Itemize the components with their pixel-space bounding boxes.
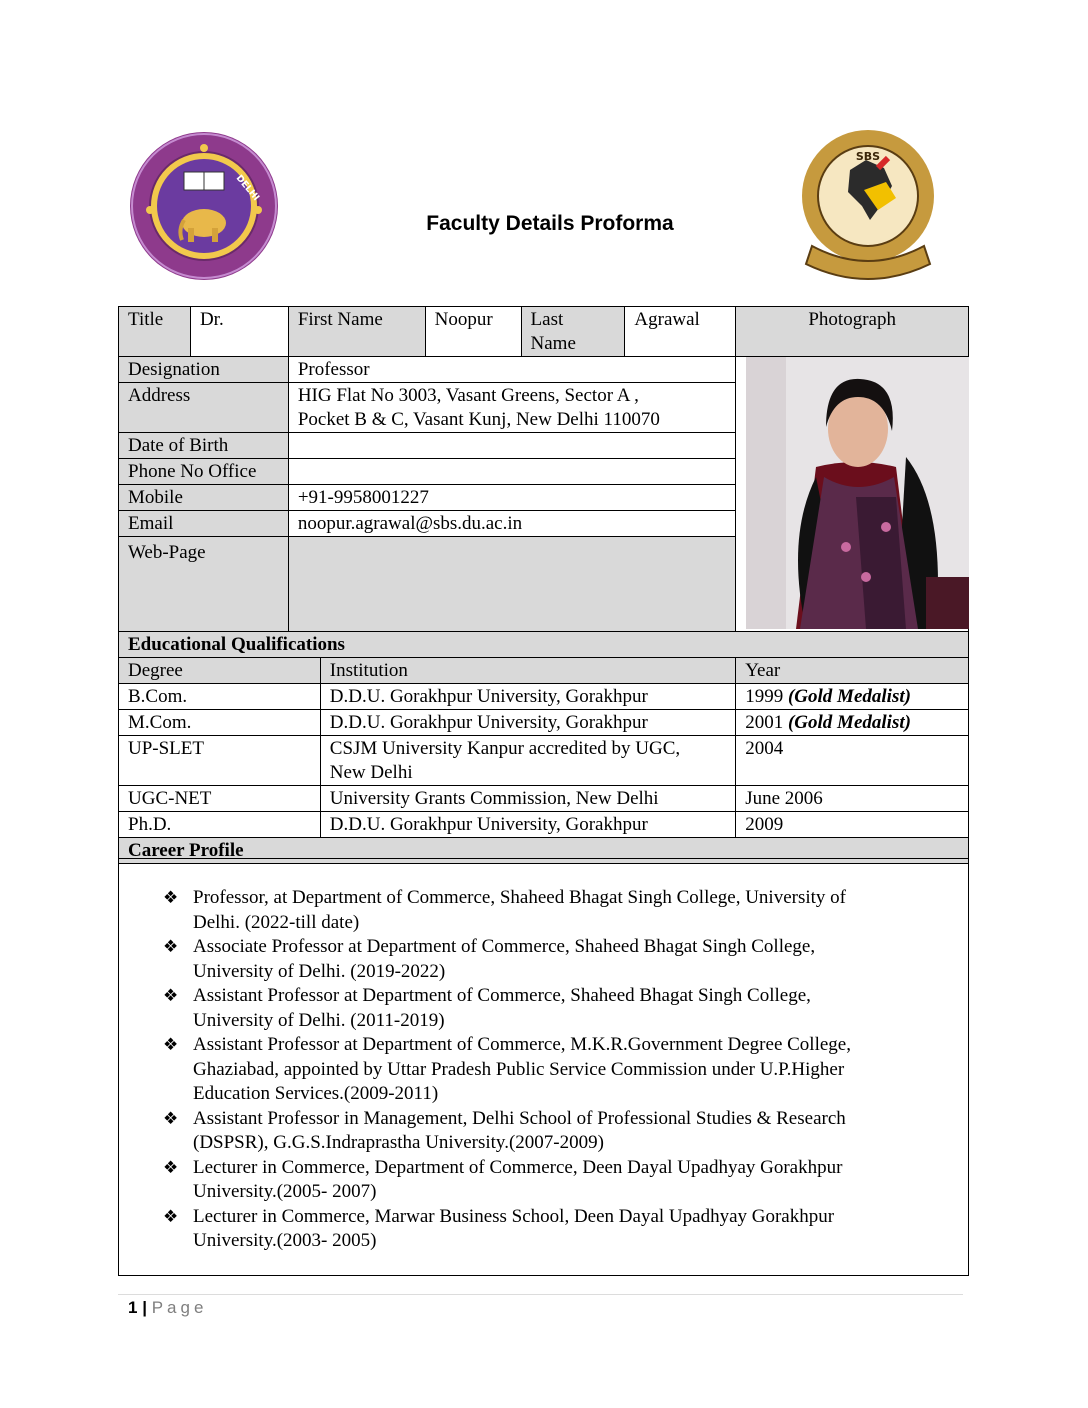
phone-office-value — [288, 459, 736, 485]
year-cell: 1999 (Gold Medalist) — [736, 684, 969, 710]
diamond-bullet-icon: ❖ — [163, 1108, 179, 1128]
footer-divider — [118, 1294, 963, 1295]
institution-cell: University Grants Commission, New Delhi — [320, 786, 735, 812]
institution-cell: D.D.U. Gorakhpur University, Gorakhpur — [320, 710, 735, 736]
year-cell: 2009 — [736, 812, 969, 838]
diamond-bullet-icon: ❖ — [163, 888, 179, 907]
first-name-value: Noopur — [425, 307, 521, 357]
page-footer — [128, 1298, 207, 1318]
personal-details-table — [118, 306, 969, 632]
title-label: Title — [119, 307, 191, 357]
education-section-title: Educational Qualifications — [119, 632, 969, 658]
designation-label: Designation — [119, 357, 289, 383]
institution-cell: CSJM University Kanpur accredited by UGC, New Delhi — [320, 736, 735, 786]
university-of-delhi-logo — [128, 130, 280, 282]
diamond-bullet-icon: ❖ — [163, 986, 179, 1005]
list-item: ❖ Professor, at Department of Commerce, Shaheed Bhagat Singh College, University of Delhi. (2022-till date) — [163, 887, 847, 933]
diamond-bullet-icon: ❖ — [163, 1206, 179, 1226]
page-label: Page — [151, 1298, 208, 1317]
photograph-cell — [736, 357, 969, 632]
list-item: ❖ Assistant Professor at Department of Commerce, Shaheed Bhagat Singh College, University of Delhi. (2011-2019) — [163, 985, 811, 1031]
title-value: Dr. — [190, 307, 288, 357]
designation-value: Professor — [288, 357, 736, 383]
svg-text:SBS: SBS — [855, 150, 881, 163]
sbs-college-logo — [798, 128, 938, 283]
diamond-bullet-icon: ❖ — [163, 1157, 179, 1177]
table-row — [119, 786, 969, 812]
last-name-value: Agrawal — [625, 307, 736, 357]
mobile-label: Mobile — [119, 485, 289, 511]
list-item: ❖ Assistant Professor at Department of Commerce, M.K.R.Government Degree College, Ghaziabad, appointed by Uttar Pradesh Public Service Commission under U.P.Higher Education Services.(2009-2011) — [163, 1034, 851, 1104]
phone-office-label: Phone No Office — [119, 459, 289, 485]
career-section-title: Career Profile — [119, 838, 969, 864]
last-name-label: Last Name — [521, 307, 625, 357]
institution-cell: D.D.U. Gorakhpur University, Gorakhpur — [320, 812, 735, 838]
year-cell: June 2006 — [736, 786, 969, 812]
page-title: Faculty Details Proforma — [426, 212, 674, 235]
career-profile-box — [118, 858, 969, 1276]
table-row — [119, 684, 969, 710]
degree-header: Degree — [119, 658, 321, 684]
photograph-label: Photograph — [736, 307, 969, 357]
page-number: 1 — [128, 1298, 138, 1317]
profile-photo — [746, 357, 969, 629]
diamond-bullet-icon: ❖ — [163, 1035, 179, 1054]
webpage-value — [288, 537, 736, 632]
degree-cell: M.Com. — [119, 710, 321, 736]
table-row — [119, 736, 969, 786]
list-item: ❖ Assistant Professor in Management, Delhi School of Professional Studies & Research (DSPSR), G.G.S.Indraprastha University.(2007-2009) — [163, 1107, 846, 1153]
career-list — [163, 886, 943, 1254]
list-item: ❖ Lecturer in Commerce, Department of Commerce, Deen Dayal Upadhyay Gorakhpur University.(2005- 2007) — [163, 1156, 843, 1202]
address-value: HIG Flat No 3003, Vasant Greens, Sector A , Pocket B & C, Vasant Kunj, New Delhi 110070 — [288, 383, 736, 433]
table-row — [119, 812, 969, 838]
dob-value — [288, 433, 736, 459]
list-item: ❖ Associate Professor at Department of Commerce, Shaheed Bhagat Singh College, University of Delhi. (2019-2022) — [163, 936, 816, 982]
dob-label: Date of Birth — [119, 433, 289, 459]
table-row — [119, 710, 969, 736]
education-table — [118, 631, 969, 864]
address-label: Address — [119, 383, 289, 433]
diamond-bullet-icon: ❖ — [163, 937, 179, 956]
svg-text:DELHI: DELHI — [233, 173, 261, 204]
list-item: ❖ Lecturer in Commerce, Marwar Business School, Deen Dayal Upadhyay Gorakhpur University.(2003- 2005) — [163, 1205, 835, 1251]
footer-separator: | — [142, 1298, 147, 1317]
degree-cell: Ph.D. — [119, 812, 321, 838]
institution-header: Institution — [320, 658, 735, 684]
degree-cell: UGC-NET — [119, 786, 321, 812]
degree-cell: B.Com. — [119, 684, 321, 710]
mobile-value: +91-9958001227 — [288, 485, 736, 511]
first-name-label: First Name — [288, 307, 425, 357]
degree-cell: UP-SLET — [119, 736, 321, 786]
year-cell: 2001 (Gold Medalist) — [736, 710, 969, 736]
email-value: noopur.agrawal@sbs.du.ac.in — [288, 511, 736, 537]
year-cell: 2004 — [736, 736, 969, 786]
year-header: Year — [736, 658, 969, 684]
email-label: Email — [119, 511, 289, 537]
webpage-label: Web-Page — [119, 537, 289, 632]
institution-cell: D.D.U. Gorakhpur University, Gorakhpur — [320, 684, 735, 710]
